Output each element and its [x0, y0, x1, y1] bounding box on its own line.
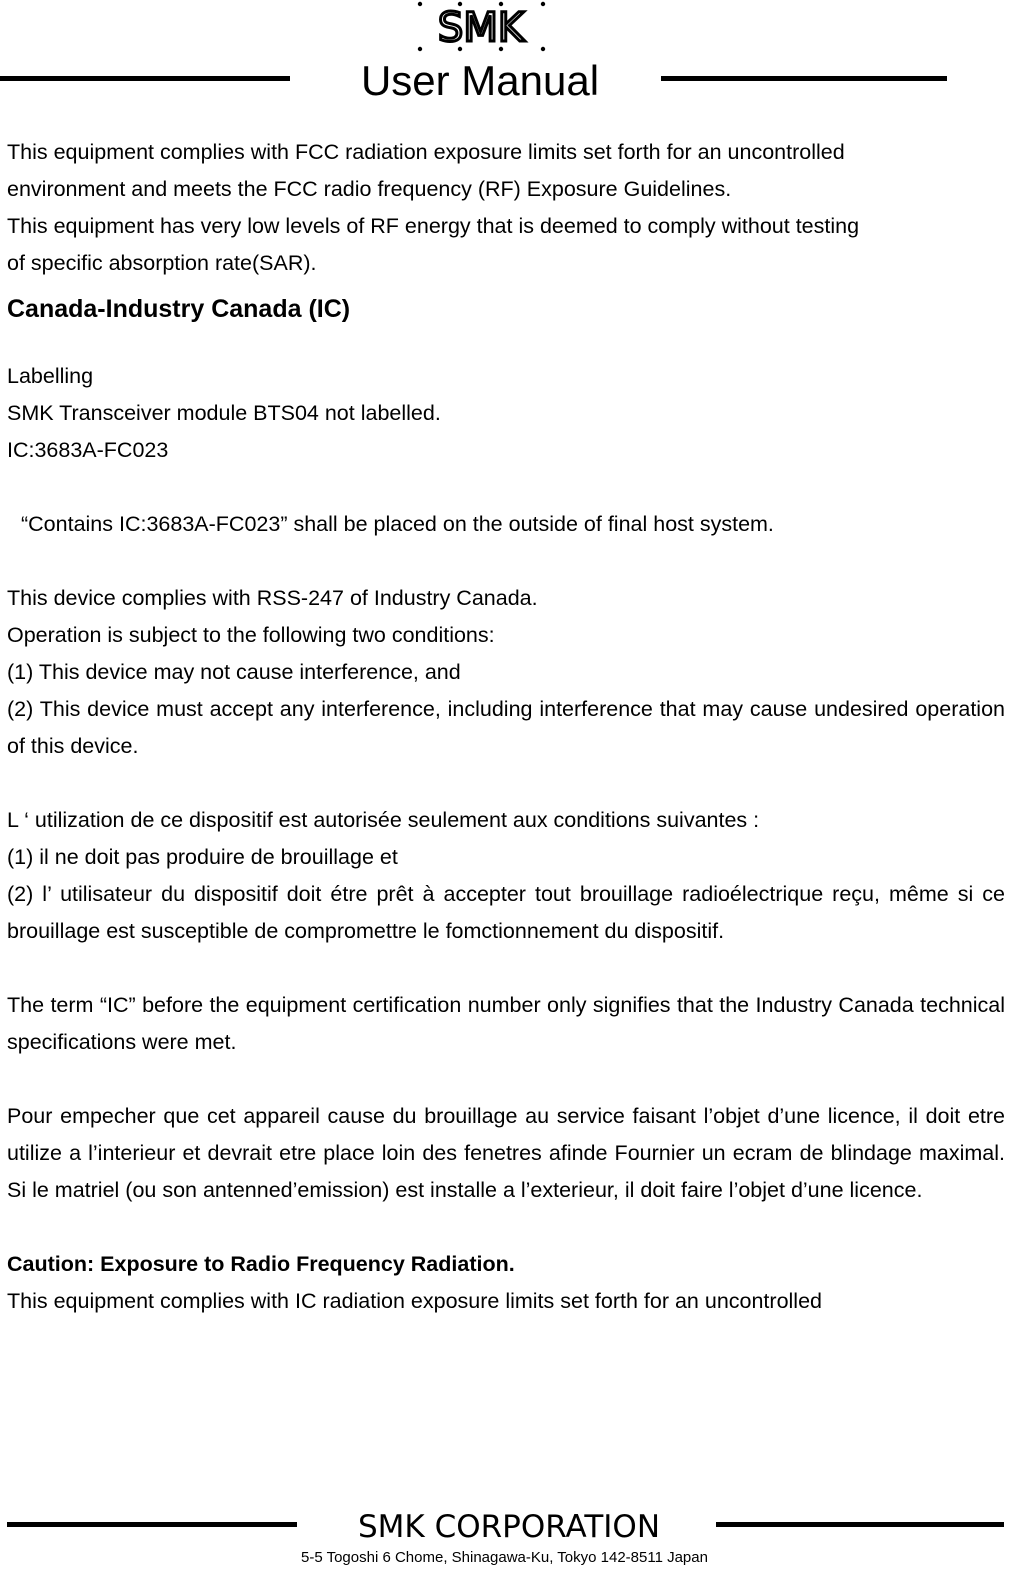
contains-statement: “Contains IC:3683A-FC023” shall be placed on the outside of final host system. — [21, 512, 774, 536]
french-conditions-intro: L ‘ utilization de ce dispositif est autorisée seulement aux conditions suivantes : — [7, 808, 760, 832]
smk-corporation-logo-text: SMK CORPORATION — [357, 1509, 661, 1542]
document-body — [7, 134, 1005, 1320]
conditions-intro: Operation is subject to the following two conditions: — [7, 623, 495, 647]
french-condition-1: (1) il ne doit pas produire de brouillage et — [7, 845, 398, 869]
rss-statement: This device complies with RSS-247 of Industry Canada. — [7, 586, 538, 610]
labelling-heading: Labelling — [7, 364, 94, 388]
fcc-paragraph-1-line-1: This equipment complies with FCC radiation exposure limits set forth for an uncontrolled — [7, 140, 845, 164]
ic-term-paragraph: The term “IC” before the equipment certification number only signifies that the Industry Canada technical specifications were met. — [7, 993, 1005, 1054]
header-rule-right — [661, 76, 947, 81]
labelling-text: SMK Transceiver module BTS04 not labelled. — [7, 401, 441, 425]
smk-corporation-logo — [328, 1508, 690, 1542]
footer-rule-right — [716, 1522, 1004, 1527]
page-title: User Manual — [360, 57, 600, 104]
fcc-paragraph-1-line-2: environment and meets the FCC radio frequency (RF) Exposure Guidelines. — [7, 177, 732, 201]
condition-2: (2) This device must accept any interference, including interference that may cause undesired operation of this device. — [7, 697, 1005, 758]
ic-number: IC:3683A-FC023 — [7, 438, 169, 462]
fcc-paragraph-2-line-2: of specific absorption rate(SAR). — [7, 251, 317, 275]
smk-logo — [413, 0, 549, 54]
footer-rule-left — [7, 1522, 297, 1527]
ic-section-heading: Canada-Industry Canada (IC) — [7, 295, 351, 323]
french-licence-paragraph: Pour empecher que cet appareil cause du brouillage au service faisant l’objet d’une licence, il doit etre utilize a l’interieur et devrait etre place loin des fenetres afinde Fournier un ecram de blindage maximal. Si le matriel (ou son antenned’emission) est installe a l’exterieur, il doit faire l’objet d’une licence. — [7, 1104, 1005, 1202]
french-condition-2: (2) l’ utilisateur du dispositif doit étre prêt à accepter tout brouillage radioélectrique reçu, même si ce brouillage est susceptible de compromettre le fomctionnement du dispositif. — [7, 882, 1005, 943]
fcc-paragraph-2-line-1: This equipment has very low levels of RF energy that is deemed to comply without testing — [7, 214, 860, 238]
condition-1: (1) This device may not cause interference, and — [7, 660, 461, 684]
smk-logo-text: SMK — [437, 5, 525, 51]
footer-address: 5-5 Togoshi 6 Chome, Shinagawa-Ku, Tokyo 142-8511 Japan — [301, 1549, 708, 1566]
caution-heading: Caution: Exposure to Radio Frequency Radiation. — [7, 1252, 515, 1276]
caution-text: This equipment complies with IC radiation exposure limits set forth for an uncontrolled — [7, 1289, 822, 1313]
